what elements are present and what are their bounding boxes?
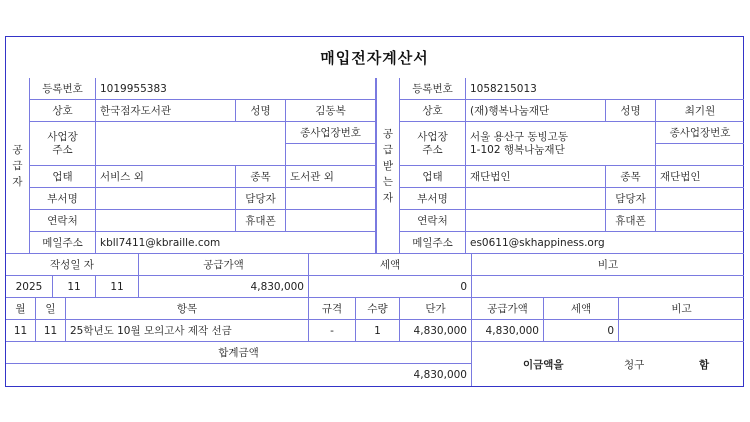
item-spec: - <box>309 320 356 342</box>
buyer-email: es0611@skhappiness.org <box>466 232 744 254</box>
summary-tax-label: 세액 <box>309 254 472 276</box>
supplier-biz-item: 도서관 외 <box>286 166 376 188</box>
items-header-spec: 규격 <box>309 298 356 320</box>
invoice-title: 매입전자계산서 <box>320 48 429 67</box>
buyer-branch <box>656 144 744 166</box>
buyer-addr <box>466 122 656 166</box>
supplier-name: 한국점자도서관 <box>96 100 236 122</box>
items-header-note: 비고 <box>619 298 744 320</box>
items-header-day: 일 <box>36 298 66 320</box>
items-header-qty: 수량 <box>356 298 400 320</box>
supplier-biz-type: 서비스 외 <box>96 166 236 188</box>
item-qty: 1 <box>356 320 400 342</box>
supplier-phone <box>96 210 236 232</box>
buyer-addr-text: 서울 용산구 동빙고동 1-102 행복나눔재단 <box>470 130 568 156</box>
items-header-supply: 공급가액 <box>472 298 544 320</box>
total-phrase <box>472 342 744 386</box>
supplier-mobile <box>286 210 376 232</box>
buyer-dept-label: 부서명 <box>400 188 466 210</box>
supplier-rep: 김동복 <box>286 100 376 122</box>
buyer-rep: 최기원 <box>656 100 744 122</box>
supplier-side-label: 공 급 자 <box>6 78 30 254</box>
summary-day: 11 <box>96 276 139 298</box>
supplier-biz-type-label: 업태 <box>30 166 96 188</box>
buyer-biz-item: 재단법인 <box>656 166 744 188</box>
buyer-name: (재)행복나눔재단 <box>466 100 606 122</box>
item-supply: 4,830,000 <box>472 320 544 342</box>
buyer-reg-no: 1058215013 <box>466 78 744 100</box>
buyer-manager-label: 담당자 <box>606 188 656 210</box>
supplier-biz-item-label: 종목 <box>236 166 286 188</box>
items-header-tax: 세액 <box>544 298 619 320</box>
item-month: 11 <box>6 320 36 342</box>
summary-supply: 4,830,000 <box>139 276 309 298</box>
supplier-dept <box>96 188 236 210</box>
items-header-item: 항목 <box>66 298 309 320</box>
total-amount: 4,830,000 <box>6 364 472 386</box>
item-unit-price: 4,830,000 <box>400 320 472 342</box>
buyer-reg-no-label: 등록번호 <box>400 78 466 100</box>
total-label: 합계금액 <box>6 342 472 364</box>
summary-supply-label: 공급가액 <box>139 254 309 276</box>
supplier-rep-label: 성명 <box>236 100 286 122</box>
total-phrase-c: 함 <box>699 358 710 371</box>
supplier-addr-label: 사업장 주소 <box>30 122 96 166</box>
supplier-manager-label: 담당자 <box>236 188 286 210</box>
buyer-manager <box>656 188 744 210</box>
supplier-branch-label: 종사업장번호 <box>286 122 376 144</box>
buyer-phone <box>466 210 606 232</box>
summary-date-label: 작성일 자 <box>6 254 139 276</box>
buyer-mobile-label: 휴대폰 <box>606 210 656 232</box>
items-header-unit-price: 단가 <box>400 298 472 320</box>
supplier-email-label: 메일주소 <box>30 232 96 254</box>
supplier-name-label: 상호 <box>30 100 96 122</box>
buyer-phone-label: 연락처 <box>400 210 466 232</box>
invoice-frame <box>5 36 744 387</box>
supplier-addr <box>96 122 286 166</box>
buyer-biz-type: 재단법인 <box>466 166 606 188</box>
supplier-dept-label: 부서명 <box>30 188 96 210</box>
summary-year: 2025 <box>6 276 53 298</box>
item-name: 25학년도 10월 모의고사 제작 선금 <box>66 320 309 342</box>
supplier-reg-no: 1019955383 <box>96 78 376 100</box>
buyer-biz-item-label: 종목 <box>606 166 656 188</box>
supplier-email: kbll7411@kbraille.com <box>96 232 376 254</box>
buyer-email-label: 메일주소 <box>400 232 466 254</box>
supplier-mobile-label: 휴대폰 <box>236 210 286 232</box>
buyer-mobile <box>656 210 744 232</box>
total-phrase-b: 청구 <box>624 358 645 371</box>
item-day: 11 <box>36 320 66 342</box>
items-header-month: 월 <box>6 298 36 320</box>
buyer-dept <box>466 188 606 210</box>
supplier-manager <box>286 188 376 210</box>
summary-month: 11 <box>53 276 96 298</box>
buyer-rep-label: 성명 <box>606 100 656 122</box>
item-tax: 0 <box>544 320 619 342</box>
supplier-reg-no-label: 등록번호 <box>30 78 96 100</box>
buyer-biz-type-label: 업태 <box>400 166 466 188</box>
buyer-side-label: 공 급 받 는 자 <box>376 78 400 254</box>
summary-note-label: 비고 <box>472 254 744 276</box>
buyer-addr-label: 사업장 주소 <box>400 122 466 166</box>
item-note <box>619 320 744 342</box>
buyer-name-label: 상호 <box>400 100 466 122</box>
supplier-branch <box>286 144 376 166</box>
summary-note <box>472 276 744 298</box>
total-phrase-a: 이금액을 <box>523 358 564 371</box>
buyer-branch-label: 종사업장번호 <box>656 122 744 144</box>
supplier-phone-label: 연락처 <box>30 210 96 232</box>
summary-tax: 0 <box>309 276 472 298</box>
